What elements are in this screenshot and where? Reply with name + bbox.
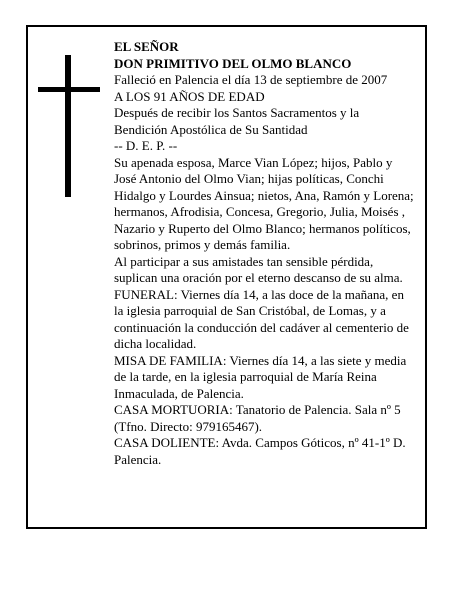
residence-paragraph: CASA DOLIENTE: Avda. Campos Góticos, nº 41-1º D. Palencia. <box>114 435 406 467</box>
obituary-text <box>114 39 414 468</box>
death-line: Falleció en Palencia el día 13 de septiembre de 2007 <box>114 72 388 87</box>
deceased-name: DON PRIMITIVO DEL OLMO BLANCO <box>114 55 352 71</box>
request-paragraph: Al participar a sus amistades tan sensible pérdida, suplican una oración por el eterno descanso de su alma. <box>114 253 403 285</box>
cross-icon <box>38 55 100 197</box>
family-paragraph: Su apenada esposa, Marce Vian López; hijos, Pablo y José Antonio del Olmo Vian; hijas políticas, Conchi Hidalgo y Lourdes Ainsua; nietos, Ana, Ramón y Lorena; hermanos, Afrodisia, Concesa, Gregorio, Julia, Moisés , Nazario y Ruperto del Olmo Blanco; hermanos políticos, sobrinos, primos y demás familia. <box>114 154 414 252</box>
cross-vertical-bar <box>65 55 71 197</box>
title-line-1: EL SEÑOR <box>114 39 179 54</box>
age-line: A LOS 91 AÑOS DE EDAD <box>114 88 265 104</box>
sacraments-paragraph: Después de recibir los Santos Sacramentos y la Bendición Apostólica de Su Santidad <box>114 105 360 137</box>
funeral-paragraph: FUNERAL: Viernes día 14, a las doce de la mañana, en la iglesia parroquial de San Cristóbal, de Lomas, y a continuación la conducción del cadáver al cementerio de dicha localidad. <box>114 286 409 351</box>
mass-paragraph: MISA DE FAMILIA: Viernes día 14, a las siete y media de la tarde, en la iglesia parroquial de María Reina Inmaculada, de Palencia. <box>114 352 407 401</box>
rip-line: -- D. E. P. -- <box>114 138 178 153</box>
mortuary-paragraph: CASA MORTUORIA: Tanatorio de Palencia. Sala nº 5 (Tfno. Directo: 979165467). <box>114 402 401 434</box>
cross-horizontal-bar <box>38 87 100 92</box>
